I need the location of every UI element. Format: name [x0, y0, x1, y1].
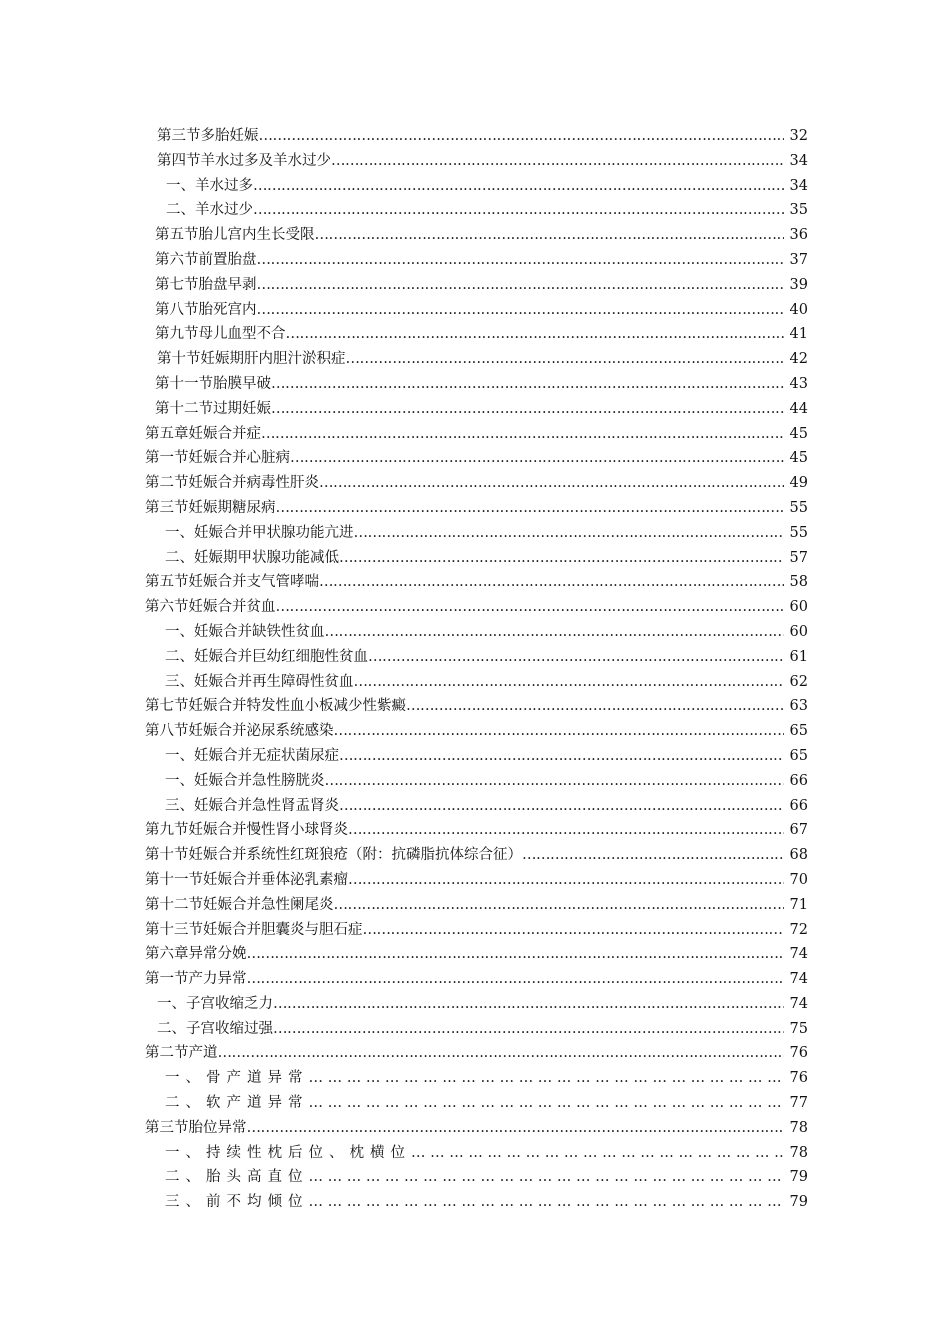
- dot-leader: [276, 595, 785, 620]
- dot-leader: [276, 496, 785, 521]
- toc-entry-title: 第七节妊娠合并特发性血小板减少性紫癜: [145, 698, 406, 715]
- toc-entry-page-number: 68: [789, 847, 808, 864]
- dot-leader: [309, 1190, 785, 1215]
- toc-entry-page-number: 72: [789, 921, 808, 938]
- toc-entry-page-number: 58: [789, 574, 808, 591]
- toc-entry-title: 一、妊娠合并缺铁性贫血: [165, 623, 325, 640]
- toc-entry-title: 第九节妊娠合并慢性肾小球肾炎: [145, 822, 348, 839]
- toc-entry-title: 一、羊水过多: [166, 177, 253, 194]
- dot-leader: [257, 248, 785, 273]
- toc-entry[interactable]: [0, 273, 950, 298]
- dot-leader: [261, 422, 784, 447]
- toc-entry[interactable]: [0, 1165, 950, 1190]
- toc-entry-title: 一、子宫收缩乏力: [157, 995, 273, 1012]
- dot-leader: [331, 149, 784, 174]
- toc-entry[interactable]: [0, 322, 950, 347]
- toc-entry[interactable]: [0, 843, 950, 868]
- toc-entry-title: 第十节妊娠期肝内胆汁淤积症: [157, 351, 346, 368]
- toc-entry-title: 第九节母儿血型不合: [155, 326, 286, 343]
- toc-entry-title: 第三节多胎妊娠: [157, 128, 259, 144]
- toc-entry[interactable]: [0, 645, 950, 670]
- dot-leader: [290, 446, 784, 471]
- toc-entry[interactable]: [0, 918, 950, 943]
- toc-entry-title: 二、妊娠期甲状腺功能减低: [165, 549, 339, 566]
- toc-entry-page-number: 60: [789, 623, 808, 640]
- toc-entry-page-number: 45: [789, 425, 808, 442]
- toc-entry[interactable]: [0, 794, 950, 819]
- toc-entry-page-number: 55: [789, 499, 808, 516]
- toc-entry-page-number: 39: [789, 276, 808, 293]
- dot-leader: [334, 893, 785, 918]
- toc-entry-page-number: 36: [789, 227, 808, 244]
- dot-leader: [247, 1116, 785, 1141]
- toc-entry-page-number: 60: [789, 599, 808, 616]
- toc-entry-title: 三、妊娠合并急性肾盂肾炎: [165, 797, 339, 814]
- dot-leader: [368, 645, 784, 670]
- toc-entry-page-number: 57: [789, 549, 808, 566]
- toc-entry-page-number: 63: [789, 698, 808, 715]
- dot-leader: [348, 818, 784, 843]
- toc-entry[interactable]: [0, 1041, 950, 1066]
- dot-leader: [273, 992, 784, 1017]
- table-of-contents: [0, 124, 950, 1215]
- toc-entry[interactable]: [0, 372, 950, 397]
- dot-leader: [346, 347, 785, 372]
- toc-entry-page-number: 37: [789, 251, 808, 268]
- toc-entry-title: 一、骨产道异常: [165, 1070, 309, 1087]
- toc-entry-page-number: 65: [789, 747, 808, 764]
- toc-entry[interactable]: [0, 719, 950, 744]
- toc-entry-title: 第六节妊娠合并贫血: [145, 599, 276, 616]
- toc-entry[interactable]: [0, 967, 950, 992]
- toc-entry-title: 第四节羊水过多及羊水过少: [157, 152, 331, 169]
- toc-entry-page-number: 70: [789, 871, 808, 888]
- toc-entry[interactable]: [0, 1091, 950, 1116]
- toc-entry-page-number: 71: [789, 896, 808, 913]
- dot-leader: [339, 744, 784, 769]
- toc-entry-page-number: 49: [789, 475, 808, 492]
- dot-leader: [309, 1066, 785, 1091]
- toc-entry[interactable]: [0, 694, 950, 719]
- toc-entry-page-number: 40: [789, 301, 808, 318]
- toc-entry-title: 一、妊娠合并无症状菌尿症: [165, 747, 339, 764]
- toc-entry[interactable]: [0, 942, 950, 967]
- dot-leader: [354, 670, 785, 695]
- dot-leader: [271, 372, 784, 397]
- dot-leader: [348, 868, 784, 893]
- toc-entry[interactable]: [0, 347, 950, 372]
- toc-entry[interactable]: [0, 298, 950, 323]
- toc-entry-page-number: 42: [789, 351, 808, 368]
- toc-entry[interactable]: [0, 471, 950, 496]
- toc-entry-page-number: 35: [789, 202, 808, 219]
- dot-leader: [339, 794, 784, 819]
- toc-entry-title: 二、妊娠合并巨幼红细胞性贫血: [165, 648, 368, 665]
- toc-entry[interactable]: [0, 174, 950, 199]
- toc-entry-title: 第十一节胎膜早破: [155, 375, 271, 392]
- toc-entry[interactable]: [0, 670, 950, 695]
- toc-entry-page-number: 65: [789, 723, 808, 740]
- toc-entry[interactable]: [0, 397, 950, 422]
- dot-leader: [339, 546, 784, 571]
- toc-entry[interactable]: [0, 124, 950, 149]
- toc-entry-title: 三、妊娠合并再生障碍性贫血: [165, 673, 354, 690]
- toc-entry-title: 第五节妊娠合并支气管哮喘: [145, 574, 319, 591]
- toc-entry-page-number: 32: [789, 128, 808, 144]
- toc-entry-page-number: 79: [789, 1169, 808, 1186]
- toc-entry-page-number: 74: [789, 971, 808, 988]
- toc-entry-title: 第十二节妊娠合并急性阑尾炎: [145, 896, 334, 913]
- dot-leader: [354, 521, 785, 546]
- dot-leader: [309, 1165, 785, 1190]
- toc-entry-title: 第十三节妊娠合并胆囊炎与胆石症: [145, 921, 363, 938]
- toc-entry[interactable]: [0, 1066, 950, 1091]
- dot-leader: [325, 769, 785, 794]
- toc-entry-title: 二、子宫收缩过强: [157, 1020, 273, 1037]
- toc-entry[interactable]: [0, 744, 950, 769]
- dot-leader: [319, 570, 784, 595]
- toc-entry-title: 一、妊娠合并急性膀胱炎: [165, 772, 325, 789]
- toc-entry-title: 第六节前置胎盘: [155, 251, 257, 268]
- dot-leader: [522, 843, 784, 868]
- dot-leader: [247, 967, 785, 992]
- toc-entry[interactable]: [0, 595, 950, 620]
- toc-entry-page-number: 44: [789, 400, 808, 417]
- toc-entry-page-number: 79: [789, 1194, 808, 1211]
- toc-entry[interactable]: [0, 198, 950, 223]
- toc-entry-title: 第十节妊娠合并系统性红斑狼疮（附：抗磷脂抗体综合征）: [145, 847, 522, 864]
- toc-entry-page-number: 55: [789, 524, 808, 541]
- toc-entry-title: 第八节妊娠合并泌尿系统感染: [145, 723, 334, 740]
- toc-entry-title: 第十二节过期妊娠: [155, 400, 271, 417]
- dot-leader: [257, 273, 785, 298]
- toc-entry-title: 第二节产道: [145, 1045, 218, 1062]
- toc-entry-title: 第五章妊娠合并症: [145, 425, 261, 442]
- toc-entry-page-number: 45: [789, 450, 808, 467]
- toc-entry[interactable]: [0, 248, 950, 273]
- dot-leader: [218, 1041, 785, 1066]
- dot-leader: [309, 1091, 785, 1116]
- toc-entry[interactable]: [0, 1017, 950, 1042]
- toc-entry-title: 二、胎头高直位: [165, 1169, 309, 1186]
- dot-leader: [271, 397, 784, 422]
- dot-leader: [315, 223, 785, 248]
- toc-entry-page-number: 41: [789, 326, 808, 343]
- toc-entry[interactable]: [0, 521, 950, 546]
- dot-leader: [325, 620, 785, 645]
- toc-entry-title: 第一节产力异常: [145, 971, 247, 988]
- dot-leader: [334, 719, 785, 744]
- toc-entry[interactable]: [0, 1190, 950, 1215]
- toc-entry-page-number: 77: [789, 1095, 808, 1112]
- toc-entry-page-number: 74: [789, 995, 808, 1012]
- toc-entry[interactable]: [0, 223, 950, 248]
- toc-entry-title: 第七节胎盘早剥: [155, 276, 257, 293]
- toc-entry-page-number: 78: [789, 1144, 808, 1161]
- toc-entry[interactable]: [0, 149, 950, 174]
- toc-entry[interactable]: [0, 818, 950, 843]
- toc-entry-title: 第三节胎位异常: [145, 1119, 247, 1136]
- toc-entry-title: 第八节胎死宫内: [155, 301, 257, 318]
- toc-entry-title: 一、妊娠合并甲状腺功能亢进: [165, 524, 354, 541]
- dot-leader: [411, 1141, 784, 1166]
- toc-entry-title: 第一节妊娠合并心脏病: [145, 450, 290, 467]
- toc-entry[interactable]: [0, 570, 950, 595]
- toc-entry[interactable]: [0, 893, 950, 918]
- toc-entry-page-number: 66: [789, 772, 808, 789]
- toc-entry-title: 第六章异常分娩: [145, 946, 247, 963]
- toc-entry[interactable]: [0, 769, 950, 794]
- dot-leader: [247, 942, 785, 967]
- toc-entry[interactable]: [0, 620, 950, 645]
- toc-entry-page-number: 34: [789, 152, 808, 169]
- dot-leader: [259, 124, 785, 149]
- toc-entry-title: 二、羊水过少: [166, 202, 253, 219]
- toc-entry[interactable]: [0, 546, 950, 571]
- toc-entry-page-number: 76: [789, 1070, 808, 1087]
- toc-entry-title: 一、持续性枕后位、枕横位: [165, 1144, 411, 1161]
- toc-entry-page-number: 75: [789, 1020, 808, 1037]
- toc-entry-title: 三、前不均倾位: [165, 1194, 309, 1211]
- dot-leader: [319, 471, 784, 496]
- toc-entry-page-number: 61: [789, 648, 808, 665]
- toc-entry[interactable]: [0, 868, 950, 893]
- toc-entry-title: 第十一节妊娠合并垂体泌乳素瘤: [145, 871, 348, 888]
- toc-entry[interactable]: [0, 992, 950, 1017]
- toc-entry-page-number: 74: [789, 946, 808, 963]
- toc-entry-title: 第三节妊娠期糖尿病: [145, 499, 276, 516]
- dot-leader: [273, 1017, 784, 1042]
- toc-entry-page-number: 62: [789, 673, 808, 690]
- toc-entry-title: 第五节胎儿宫内生长受限: [155, 227, 315, 244]
- toc-entry-page-number: 34: [789, 177, 808, 194]
- dot-leader: [363, 918, 785, 943]
- toc-entry-page-number: 66: [789, 797, 808, 814]
- toc-entry[interactable]: [0, 496, 950, 521]
- toc-entry-page-number: 78: [789, 1119, 808, 1136]
- toc-entry-title: 第二节妊娠合并病毒性肝炎: [145, 475, 319, 492]
- toc-entry[interactable]: [0, 1141, 950, 1166]
- toc-entry[interactable]: [0, 446, 950, 471]
- toc-entry-title: 二、软产道异常: [165, 1095, 309, 1112]
- dot-leader: [253, 198, 784, 223]
- toc-entry-page-number: 43: [789, 375, 808, 392]
- toc-entry[interactable]: [0, 1116, 950, 1141]
- dot-leader: [406, 694, 784, 719]
- dot-leader: [286, 322, 785, 347]
- dot-leader: [257, 298, 785, 323]
- toc-entry[interactable]: [0, 422, 950, 447]
- toc-entry-page-number: 76: [789, 1045, 808, 1062]
- dot-leader: [253, 174, 784, 199]
- toc-entry-page-number: 67: [789, 822, 808, 839]
